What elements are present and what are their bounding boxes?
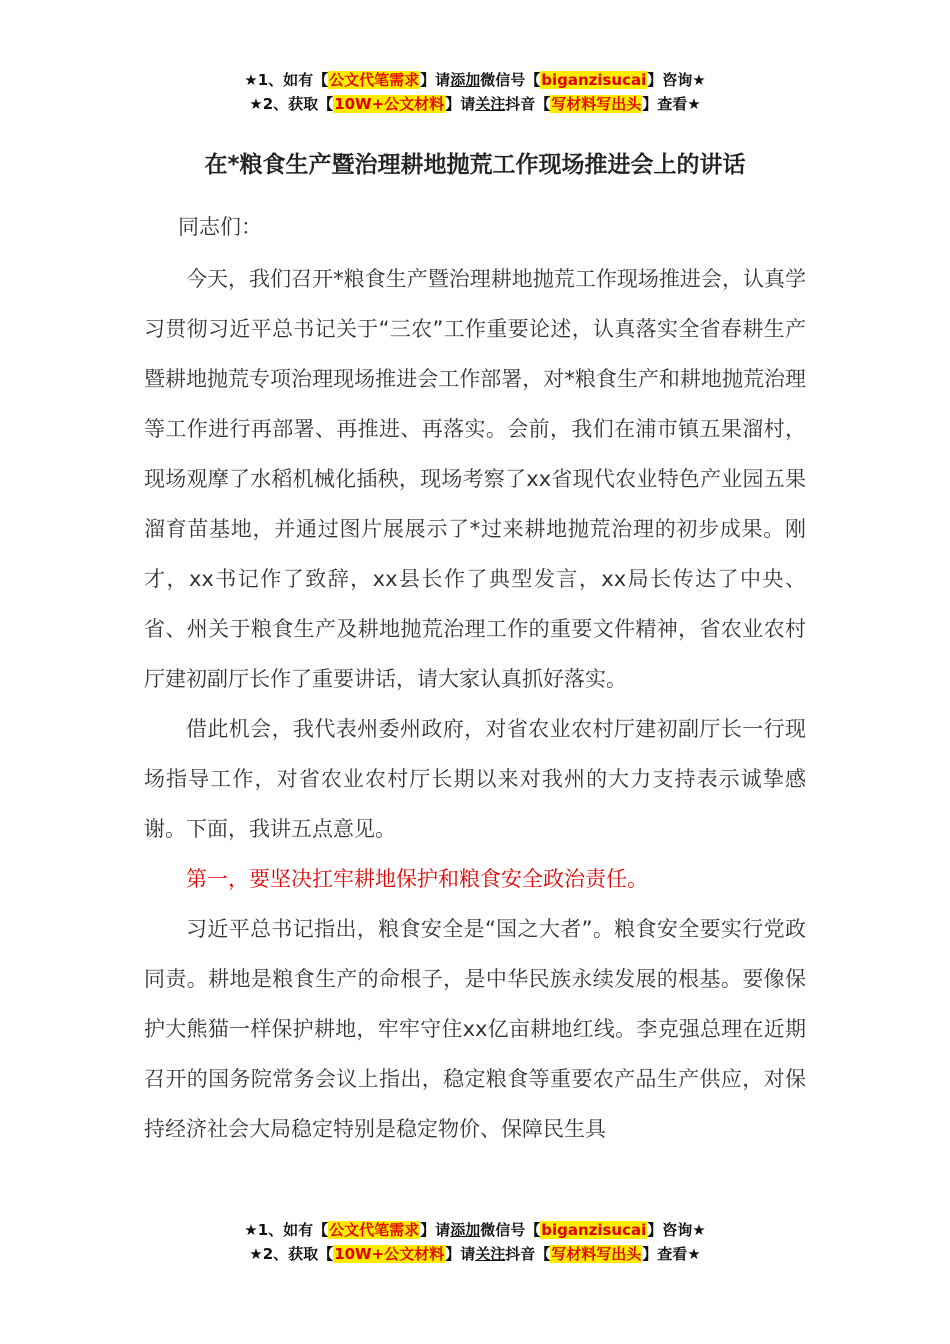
greeting: 同志们： [178,215,262,239]
document-title: 在*粮食生产暨治理耕地抛荒工作现场推进会上的讲话 [204,152,746,178]
banner-underlined-text: 添加 [450,1221,481,1239]
banner-underlined-text: 关注 [475,1245,506,1263]
banner-line-1 [0,68,950,92]
paragraph: 习近平总书记指出，粮食安全是“国之大者”。粮食安全要实行党政同责。耕地是粮食生产的命根子，是中华民族永续发展的根基。要像保护大熊猫一样保护耕地，牢牢守住xx亿亩耕地红线。李克强总理在近期召开的国务院常务会议上指出，稳定粮食等重要农产品生产供应，对保持经济社会大局稳定特别是稳定物价、保障民生具 [144,917,806,1141]
banner-text: ★1、如有【 [244,1221,329,1239]
banner-underlined-text: 关注 [475,95,506,113]
banner-highlight: 10W+公文材料 [334,95,445,113]
banner-text: 抖音【 [505,1245,551,1263]
banner-text: 】请 [420,1221,451,1239]
banner-text: ★1、如有【 [244,71,329,89]
wechat-id-highlight: biganzisucai [541,71,647,89]
bottom-banner [0,1218,950,1266]
banner-text: 】咨询★ [647,1221,706,1239]
banner-highlight: 10W+公文材料 [334,1245,445,1263]
douyin-account-highlight: 写材料写出头 [551,95,642,113]
section-heading: 第一，要坚决扛牢耕地保护和粮食安全政治责任。 [186,867,648,891]
banner-text: 】请 [420,71,451,89]
banner-text: ★2、获取【 [249,95,334,113]
banner-text: 微信号【 [480,1221,541,1239]
banner-text: 抖音【 [505,95,551,113]
paragraph: 今天，我们召开*粮食生产暨治理耕地抛荒工作现场推进会，认真学习贯彻习近平总书记关于“三农”工作重要论述，认真落实全省春耕生产暨耕地抛荒专项治理现场推进会工作部署，对*粮食生产和耕地抛荒治理等工作进行再部署、再推进、再落实。会前，我们在浦市镇五果溜村，现场观摩了水稻机械化插秧，现场考察了xx省现代农业特色产业园五果溜育苗基地，并通过图片展展示了*过来耕地抛荒治理的初步成果。刚才，xx书记作了致辞，xx县长作了典型发言，xx局长传达了中央、省、州关于粮食生产及耕地抛荒治理工作的重要文件精神，省农业农村厅建初副厅长作了重要讲话，请大家认真抓好落实。 [144,267,806,691]
banner-highlight: 公文代笔需求 [329,71,420,89]
banner-text: 】请 [445,95,476,113]
banner-line-2 [0,1242,950,1266]
douyin-account-highlight: 写材料写出头 [551,1245,642,1263]
paragraph: 借此机会，我代表州委州政府，对省农业农村厅建初副厅长一行现场指导工作，对省农业农村厅长期以来对我州的大力支持表示诚挚感谢。下面，我讲五点意见。 [144,717,806,841]
top-banner [0,68,950,116]
banner-text: 微信号【 [480,71,541,89]
wechat-id-highlight: biganzisucai [541,1221,647,1239]
banner-line-1 [0,1218,950,1242]
banner-text: 】查看★ [642,1245,701,1263]
banner-underlined-text: 添加 [450,71,481,89]
banner-line-2 [0,92,950,116]
document-body [144,254,806,1154]
banner-highlight: 公文代笔需求 [329,1221,420,1239]
banner-text: 】查看★ [642,95,701,113]
banner-text: 】请 [445,1245,476,1263]
banner-text: 】咨询★ [647,71,706,89]
banner-text: ★2、获取【 [249,1245,334,1263]
